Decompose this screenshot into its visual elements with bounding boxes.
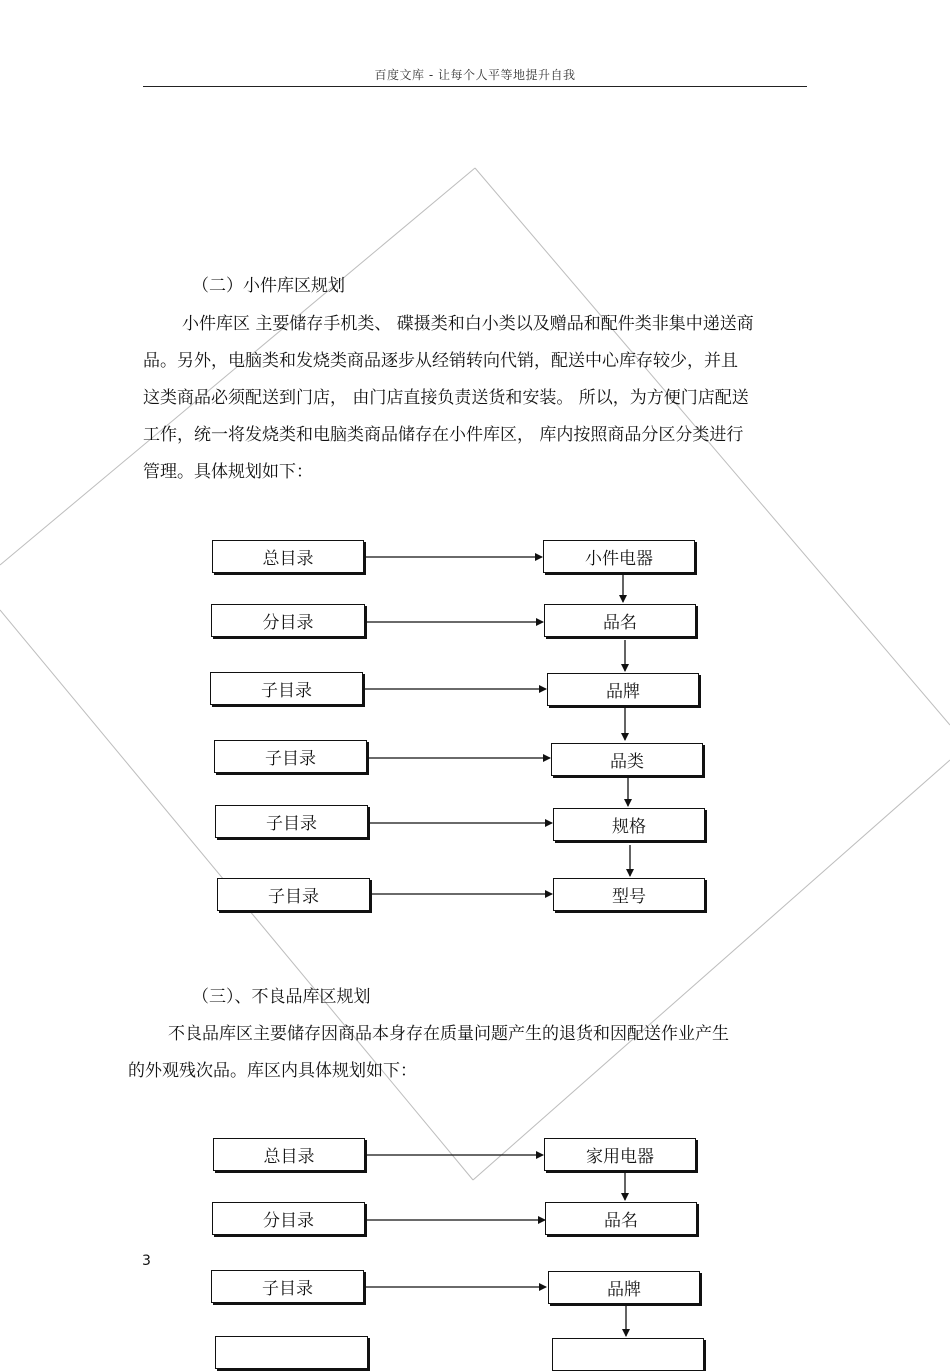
directory-box-child: 子目录 [214,740,367,773]
paragraph-line: 管理。具体规划如下： [143,462,313,482]
directory-box-root: 总目录 [212,540,364,573]
page-header: 百度文库 - 让每个人平等地提升自我 [374,68,576,82]
category-box-model: 型号 [553,878,705,911]
directory-box-child [215,1336,368,1369]
page-number: 3 [142,1253,151,1269]
category-box-type [552,1338,704,1371]
directory-box-child: 子目录 [217,878,370,911]
directory-box-sub: 分目录 [212,1202,365,1235]
header-divider [143,86,807,87]
category-box-brand: 品牌 [547,673,699,706]
directory-box-child: 子目录 [210,672,363,705]
section-title-defective: （三）、不良品库区规划 [192,987,371,1007]
category-box-type: 品类 [551,743,703,776]
category-box-home-appliances: 家用电器 [544,1138,696,1171]
directory-box-child: 子目录 [215,805,368,838]
category-box-product-name: 品名 [544,604,696,637]
paragraph-line: 这类商品必须配送到门店， 由门店直接负责送货和安装。 所以，为方便门店配送 [143,388,749,408]
paragraph-line: 小件库区 主要储存手机类、 碟摄类和白小类以及赠品和配件类非集中递送商 [182,314,754,334]
category-box-product-name: 品名 [545,1202,697,1235]
directory-box-root: 总目录 [213,1138,365,1171]
paragraph-line: 的外观残次品。库区内具体规划如下： [128,1061,417,1081]
section-title-small-parts: （二）小件库区规划 [192,276,345,296]
directory-box-sub: 分目录 [211,604,365,637]
category-box-small-appliances: 小件电器 [543,540,695,573]
directory-box-child: 子目录 [211,1270,364,1303]
category-box-spec: 规格 [553,808,705,841]
category-box-brand: 品牌 [548,1271,700,1304]
paragraph-line: 品。另外，电脑类和发烧类商品逐步从经销转向代销，配送中心库存较少，并且 [143,351,738,371]
paragraph-line: 不良品库区主要储存因商品本身存在质量问题产生的退货和因配送作业产生 [168,1024,729,1044]
paragraph-line: 工作，统一将发烧类和电脑类商品储存在小件库区， 库内按照商品分区分类进行 [143,425,744,445]
